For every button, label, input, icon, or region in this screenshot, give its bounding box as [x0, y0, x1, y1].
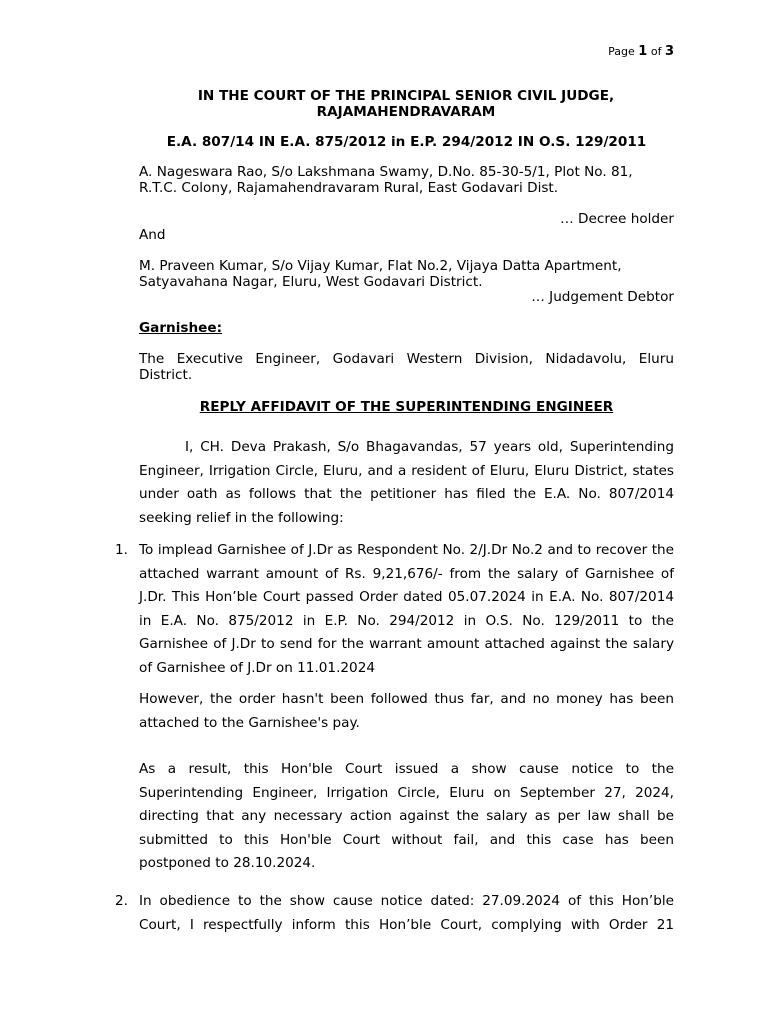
- garnishee-heading: Garnishee:: [139, 320, 223, 336]
- item-1-number: 1.: [115, 542, 128, 558]
- item-2-number: 2.: [115, 893, 128, 909]
- affidavit-title: REPLY AFFIDAVIT OF THE SUPERINTENDING ENGINEER: [199, 399, 614, 415]
- item-2-text: In obedience to the show cause notice dated: 27.09.2024 of this Hon’ble Court, I respectfully inform this Hon’ble Court, complying with Order 21: [139, 893, 674, 933]
- judgement-debtor-role: … Judgement Debtor: [531, 289, 674, 305]
- page-current: 1: [638, 44, 648, 59]
- page-of: of: [650, 45, 662, 58]
- page-total: 3: [664, 44, 674, 59]
- case-number: E.A. 807/14 IN E.A. 875/2012 in E.P. 294/2012 IN O.S. 129/2011: [166, 134, 647, 150]
- decree-holder-address: A. Nageswara Rao, S/o Lakshmana Swamy, D.No. 85-30-5/1, Plot No. 81, R.T.C. Colony, Rajamahendravaram Rural, East Godavari Dist.: [139, 164, 633, 196]
- and-label: And: [139, 227, 166, 243]
- page-prefix: Page: [608, 45, 635, 58]
- decree-holder-role: … Decree holder: [560, 211, 674, 227]
- garnishee-address: The Executive Engineer, Godavari Western Division, Nidadavolu, Eluru District.: [139, 351, 674, 383]
- item-1-text: To implead Garnishee of J.Dr as Respondent No. 2/J.Dr No.2 and to recover the attached warrant amount of Rs. 9,21,676/- from the salary of Garnishee of J.Dr. This Hon’ble Court passed Order dated 05.07.2024 in E.A. No. 807/2014 in E.A. No. 875/2012 in E.P. No. 294/2012 in O.S. No. 129/2011 to the Garnishee of J.Dr to send for the warrant amount attached against the salary of Garnishee of J.Dr on 11.01.2024: [139, 542, 674, 676]
- page-number: [608, 44, 674, 59]
- court-title: IN THE COURT OF THE PRINCIPAL SENIOR CIVIL JUDGE, RAJAMAHENDRAVARAM: [197, 88, 615, 120]
- judgement-debtor-address: M. Praveen Kumar, S/o Vijay Kumar, Flat No.2, Vijaya Datta Apartment, Satyavahana Nagar, Eluru, West Godavari District.: [139, 258, 622, 290]
- item-1-followup-2: As a result, this Hon'ble Court issued a show cause notice to the Superintending Engineer, Irrigation Circle, Eluru on September 27, 2024, directing that any necessary action against the salary as per law shall be submitted to this Hon'ble Court without fail, and this case has been postponed to 28.10.2024.: [139, 761, 674, 871]
- item-1-followup-1: However, the order hasn't been followed thus far, and no money has been attached to the Garnishee's pay.: [139, 691, 674, 731]
- intro-paragraph: I, CH. Deva Prakash, S/o Bhagavandas, 57 years old, Superintending Engineer, Irrigation Circle, Eluru, and a resident of Eluru, Eluru District, states under oath as follows that the petitioner has filed the E.A. No. 807/2014 seeking relief in the following:: [139, 439, 674, 526]
